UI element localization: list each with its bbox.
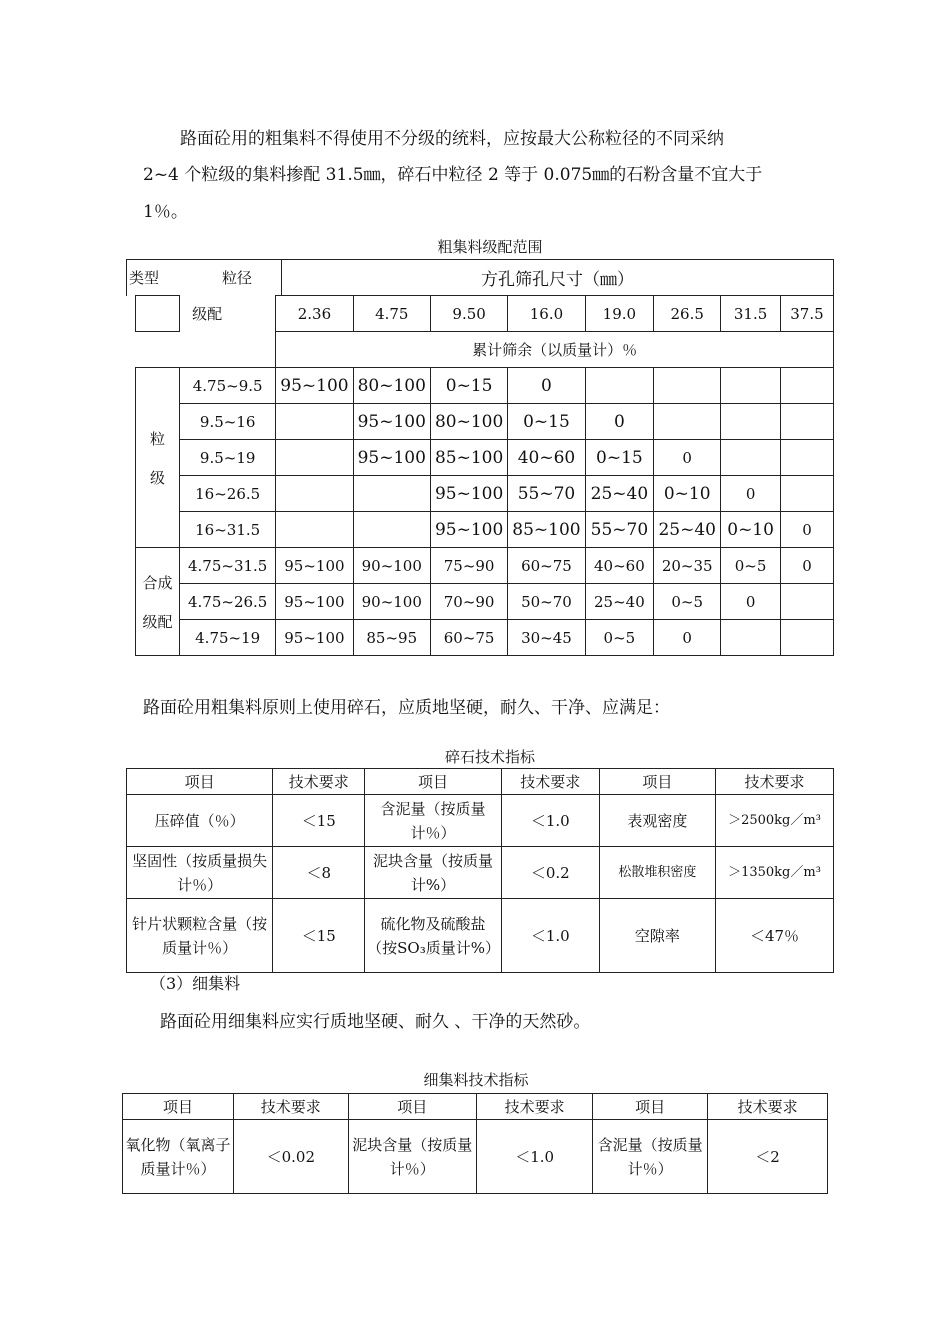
- cell: 0~5: [654, 584, 721, 620]
- header-cumulative: 累计筛余（以质量计）％: [276, 332, 834, 368]
- col-header: 项目: [127, 769, 273, 795]
- cell: 55~70: [585, 512, 654, 548]
- cell: [780, 476, 833, 512]
- cell: 90~100: [353, 548, 430, 584]
- cell: 40~60: [585, 548, 654, 584]
- row-name: 16~31.5: [180, 512, 276, 548]
- row-name: 9.5~16: [180, 404, 276, 440]
- cell: 0~15: [430, 368, 507, 404]
- cell: 0~5: [585, 620, 654, 656]
- group-composite: 合成 级配: [136, 548, 180, 656]
- cell: 硫化物及硫酸盐（按SO₃质量计%）: [365, 899, 502, 973]
- cell: 70~90: [430, 584, 507, 620]
- cell: 60~75: [508, 548, 585, 584]
- intro-line-3: 1％。: [143, 202, 188, 222]
- col-header: 项目: [348, 1094, 476, 1120]
- cell: 氧化物（氧离子质量计％）: [123, 1120, 234, 1194]
- cell: 30~45: [508, 620, 585, 656]
- col-header: 项目: [593, 1094, 708, 1120]
- cell: 0: [654, 620, 721, 656]
- cell: [654, 368, 721, 404]
- cell: ＜47％: [716, 899, 834, 973]
- cell: [721, 368, 781, 404]
- cell: 95~100: [276, 620, 353, 656]
- cell: 95~100: [430, 476, 507, 512]
- cell: 80~100: [353, 368, 430, 404]
- cell: 95~100: [276, 368, 353, 404]
- col-header: 技术要求: [234, 1094, 349, 1120]
- cell: ＞2500kg／m³: [716, 795, 834, 847]
- cell: 60~75: [430, 620, 507, 656]
- group-single-size: 粒 级: [136, 368, 180, 548]
- cell: [654, 404, 721, 440]
- table2-caption: 碎石技术指标: [444, 748, 535, 766]
- cell: ＜0.02: [234, 1120, 349, 1194]
- sieve-5: 26.5: [654, 296, 721, 332]
- cell: 表观密度: [599, 795, 715, 847]
- para-crushed-stone: 路面砼用粗集料原则上使用碎石，应质地坚硬，耐久、干净、应满足：: [143, 698, 670, 718]
- cell: 0~10: [654, 476, 721, 512]
- cell: [721, 440, 781, 476]
- cell: 75~90: [430, 548, 507, 584]
- cell: 0: [585, 404, 654, 440]
- cell: 85~95: [353, 620, 430, 656]
- sieve-0: 2.36: [276, 296, 353, 332]
- fine-aggregate-table: [122, 1093, 828, 1194]
- intro-line-2: 2~4 个粒级的集料掺配 31.5㎜，碎石中粒径 2 等于 0.075㎜的石粉含量不宜大于: [143, 165, 763, 185]
- row-name: 16~26.5: [180, 476, 276, 512]
- cell: ＞1350kg／m³: [716, 847, 834, 899]
- cell: 压碎值（％）: [127, 795, 273, 847]
- header-grade: 级配: [192, 305, 223, 323]
- row-name: 4.75~9.5: [180, 368, 276, 404]
- cell: 25~40: [654, 512, 721, 548]
- cell: 0~10: [721, 512, 781, 548]
- cell: ＜8: [273, 847, 365, 899]
- cell: 针片状颗粒含量（按质量计％）: [127, 899, 273, 973]
- sieve-1: 4.75: [353, 296, 430, 332]
- cell: [276, 404, 353, 440]
- cell: 空隙率: [599, 899, 715, 973]
- header-size: 粒径: [193, 260, 282, 296]
- cell: 95~100: [353, 440, 430, 476]
- cell: 55~70: [508, 476, 585, 512]
- cell: 0: [721, 476, 781, 512]
- col-header: 技术要求: [273, 769, 365, 795]
- cell: 25~40: [585, 584, 654, 620]
- col-header: 技术要求: [501, 769, 599, 795]
- cell: [276, 476, 353, 512]
- cell: 80~100: [430, 404, 507, 440]
- cell: [353, 476, 430, 512]
- cell: 含泥量（按质量计％）: [365, 795, 502, 847]
- cell: 25~40: [585, 476, 654, 512]
- cell: 0~15: [585, 440, 654, 476]
- cell: ＜1.0: [501, 795, 599, 847]
- col-header: 项目: [365, 769, 502, 795]
- para-fine-aggregate: 路面砼用细集料应实行质地坚硬、耐久 、干净的天然砂。: [160, 1012, 591, 1032]
- sieve-3: 16.0: [508, 296, 585, 332]
- cell: ＜15: [273, 899, 365, 973]
- cell: 95~100: [353, 404, 430, 440]
- cell: [585, 368, 654, 404]
- table1-caption: 粗集料级配范围: [437, 238, 543, 256]
- col-header: 技术要求: [708, 1094, 828, 1120]
- cell: 90~100: [353, 584, 430, 620]
- cell: [780, 620, 833, 656]
- cell: 0: [780, 512, 833, 548]
- cell: 95~100: [276, 548, 353, 584]
- cell: [780, 404, 833, 440]
- grading-table-header: [126, 259, 834, 296]
- cell: 0: [654, 440, 721, 476]
- cell: ＜1.0: [501, 899, 599, 973]
- sieve-7: 37.5: [780, 296, 833, 332]
- cell: 20~35: [654, 548, 721, 584]
- cell: [780, 440, 833, 476]
- cell: 含泥量（按质量计％）: [593, 1120, 708, 1194]
- cell: [276, 440, 353, 476]
- intro-line-1: 路面砼用的粗集料不得使用不分级的统料，应按最大公称粒径的不同采纳: [180, 129, 724, 149]
- cell: 松散堆积密度: [599, 847, 715, 899]
- cell: 坚固性（按质量损失计％）: [127, 847, 273, 899]
- cell: 泥块含量（按质量计%）: [365, 847, 502, 899]
- cell: 泥块含量（按质量计％）: [348, 1120, 476, 1194]
- section-fine-aggregate: （3）细集料: [150, 974, 241, 993]
- cell: 0: [508, 368, 585, 404]
- cell: 85~100: [508, 512, 585, 548]
- row-name: 4.75~19: [180, 620, 276, 656]
- cell: 0: [721, 584, 781, 620]
- cell: 95~100: [276, 584, 353, 620]
- cell: ＜15: [273, 795, 365, 847]
- cell: [780, 368, 833, 404]
- cell: [276, 512, 353, 548]
- row-name: 9.5~19: [180, 440, 276, 476]
- cell: 95~100: [430, 512, 507, 548]
- cell: 0: [780, 548, 833, 584]
- cell: [721, 404, 781, 440]
- sieve-4: 19.0: [585, 296, 654, 332]
- cell: 85~100: [430, 440, 507, 476]
- cell: [780, 584, 833, 620]
- crushed-stone-table: [126, 768, 834, 973]
- col-header: 项目: [599, 769, 715, 795]
- sieve-2: 9.50: [430, 296, 507, 332]
- cell: ＜0.2: [501, 847, 599, 899]
- row-name: 4.75~31.5: [180, 548, 276, 584]
- cell: 0~15: [508, 404, 585, 440]
- cell: [721, 620, 781, 656]
- cell: 50~70: [508, 584, 585, 620]
- col-header: 项目: [123, 1094, 234, 1120]
- cell: [353, 512, 430, 548]
- header-sieve: 方孔筛孔尺寸（㎜）: [282, 260, 834, 296]
- row-name: 4.75~26.5: [180, 584, 276, 620]
- table3-caption: 细集料技术指标: [423, 1071, 529, 1089]
- grading-table: [135, 295, 834, 656]
- cell: ＜2: [708, 1120, 828, 1194]
- cell: ＜1.0: [477, 1120, 593, 1194]
- header-type: 类型: [127, 260, 194, 296]
- sieve-6: 31.5: [721, 296, 781, 332]
- cell: 40~60: [508, 440, 585, 476]
- grade-blank-cell: [136, 296, 180, 332]
- col-header: 技术要求: [716, 769, 834, 795]
- cell: 0~5: [721, 548, 781, 584]
- col-header: 技术要求: [477, 1094, 593, 1120]
